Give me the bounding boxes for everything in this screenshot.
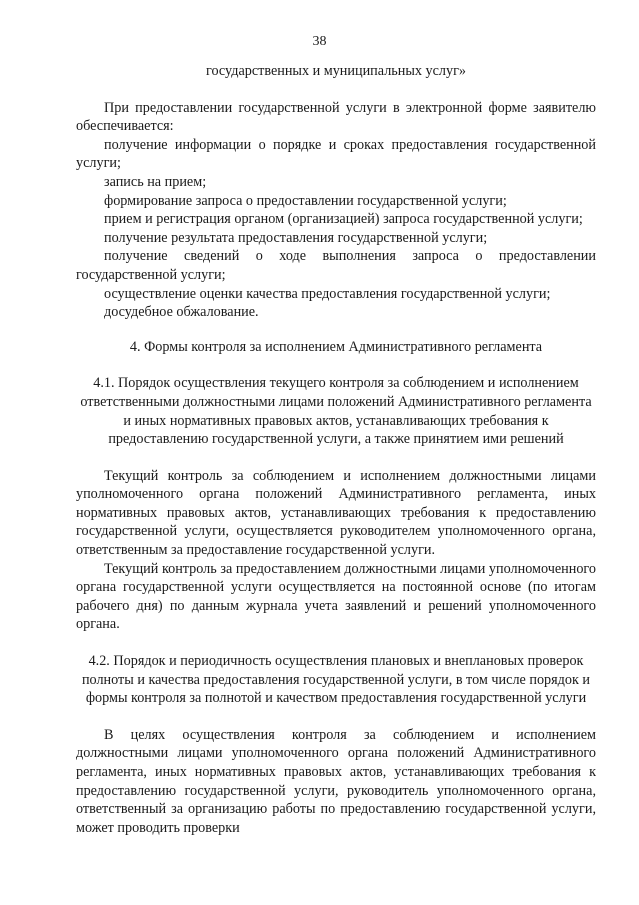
list-item: получение результата предоставления государственной услуги;: [104, 229, 488, 246]
intro-paragraph: При предоставлении государственной услуги в электронной форме заявителю обеспечивается:: [76, 99, 596, 135]
section-4-1-paragraph-2: Текущий контроль за предоставлением должностными лицами уполномоченного органа государственной услуги осуществляется на постоянной основе (по итогам рабочего дня) по данным журнала учета заявлений и решений уполномоченного органа.: [76, 560, 596, 633]
list-item: получение информации о порядке и сроках предоставления государственной услуги;: [76, 136, 596, 172]
continued-title: государственных и муниципальных услуг»: [206, 63, 466, 79]
list-item: получение сведений о ходе выполнения запроса о предоставлении государственной услуги;: [76, 248, 596, 283]
section-4-2-heading: 4.2. Порядок и периодичность осуществления плановых и внеплановых проверок полноты и качества предоставления государственной услуги, в том числе порядок и формы контроля за полнотой и качеством предоставления государственной услуги: [81, 653, 591, 707]
list-item: формирование запроса о предоставлении государственной услуги;: [104, 192, 507, 209]
list-item: осуществление оценки качества предоставления государственной услуги;: [104, 285, 551, 302]
document-body: [76, 62, 596, 837]
section-4-1-heading: 4.1. Порядок осуществления текущего контроля за соблюдением и исполнением ответственными должностными лицами положений Административного регламента и иных нормативных правовых актов, устанавливающих требования к предоставлению государственной услуги, а также принятием ими решений: [80, 375, 592, 448]
page-number: 38: [312, 34, 327, 49]
list-item: запись на прием;: [104, 173, 207, 190]
electronic-services-list: [76, 136, 596, 322]
section-4-heading: 4. Формы контроля за исполнением Административного регламента: [129, 338, 543, 355]
section-4-1-paragraph-1: Текущий контроль за соблюдением и исполнением должностными лицами уполномоченного органа положений Административного регламента, иных нормативных правовых актов, устанавливающих требования к предоставлению государственной услуги, осуществляется руководителем уполномоченного органа, ответственным за предоставление государственной услуги.: [76, 467, 596, 559]
list-item: прием и регистрация органом (организацией) запроса государственной услуги;: [104, 211, 583, 228]
section-4-2-paragraph-1: В целях осуществления контроля за соблюдением и исполнением должностными лицами уполномоченного органа положений Административного регламента, иных нормативных правовых актов, устанавливающих требования к предоставлению государственной услуги, руководитель уполномоченного органа, ответственный за организацию работы по предоставлению государственной услуги, может проводить проверки: [76, 726, 596, 836]
list-item: досудебное обжалование.: [104, 304, 259, 321]
